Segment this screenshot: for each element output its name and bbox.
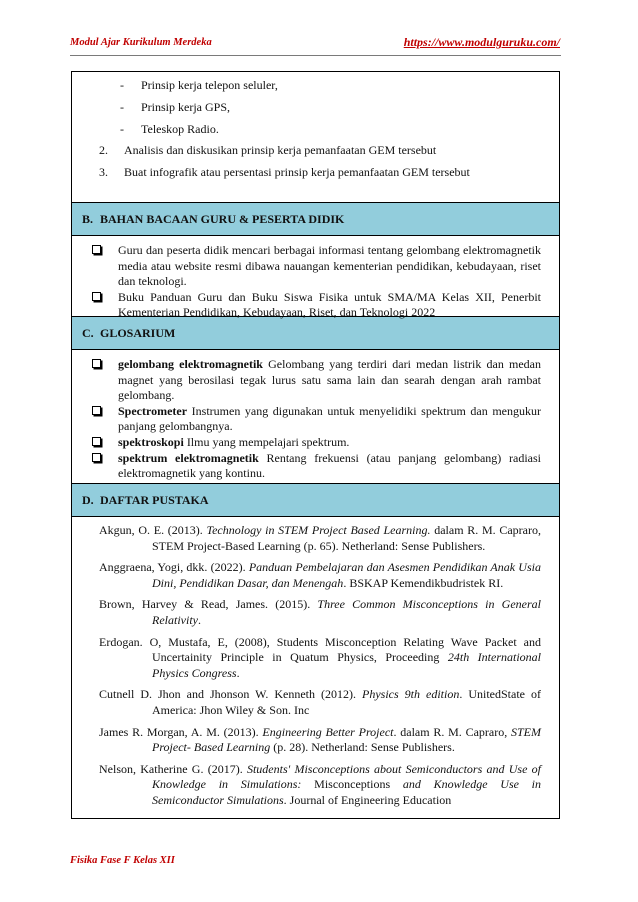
glossary-term: gelombang elektromagnetik xyxy=(118,357,263,371)
ref-part: . xyxy=(236,665,240,680)
ref-title: Physics 9th edition xyxy=(362,687,460,702)
glossary-item xyxy=(92,404,541,435)
dash-bullet: - xyxy=(120,122,124,136)
header-website-link[interactable]: https://www.modulguruku.com/ xyxy=(403,35,560,49)
reference-entry xyxy=(99,725,541,756)
checkbox-bullet-icon xyxy=(92,453,101,462)
ref-part: Anggraena, Yogi, dkk. (2022). xyxy=(99,560,249,575)
ref-part: (p. 28). Netherland: Sense Publishers. xyxy=(270,740,455,755)
bullet-text: Prinsip kerja GPS, xyxy=(141,100,231,114)
section-b-heading xyxy=(72,202,559,236)
item-text: Guru dan peserta didik mencari berbagai informasi tentang gelombang elektromagnetik media atau website resmi dibawa nauangan kementerian pendidikan, kebudayaan, riset dan teknologi. xyxy=(118,243,541,289)
bullet-text: Prinsip kerja telepon seluler, xyxy=(141,78,278,92)
glossary-term: spektroskopi xyxy=(118,434,184,449)
section-letter: C. xyxy=(82,326,94,340)
glossary-definition: Ilmu yang mempelajari spektrum. xyxy=(183,434,350,449)
section-title: BAHAN BACAAN GURU & PESERTA DIDIK xyxy=(100,212,345,226)
checkbox-bullet-icon xyxy=(92,245,101,254)
ref-part: Akgun, O. E. (2013). xyxy=(99,523,207,537)
ref-part: . Journal of Engineering Education xyxy=(283,792,452,807)
ref-part: Nelson, Katherine G. (2017). xyxy=(99,761,247,776)
reference-entry xyxy=(99,523,541,554)
glossary-definition: Instrumen yang digunakan untuk menyelidiki spektrum dan mengukur panjang gelombangnya. xyxy=(118,403,541,434)
glossary-item xyxy=(92,435,541,451)
section-title: DAFTAR PUSTAKA xyxy=(100,493,209,507)
reference-entry xyxy=(99,560,541,591)
glossary-item xyxy=(92,451,541,482)
ref-title: Panduan Pembelajaran dan Asesmen Pendidikan Anak Usia Dini, Pendidikan Dasar, dan Menengah xyxy=(152,560,541,590)
ref-part: Brown, Harvey & Read, James. (2015). xyxy=(99,597,318,612)
section-c-heading xyxy=(72,316,559,350)
section-c-body xyxy=(72,350,559,483)
reference-entry xyxy=(99,597,541,628)
reference-entry xyxy=(99,687,541,718)
dash-bullet: - xyxy=(120,78,124,92)
ref-title: Three Common Misconceptions in General Relativity xyxy=(152,597,542,627)
checkbox-bullet-icon xyxy=(92,437,101,446)
header-divider xyxy=(70,55,561,56)
header-module-title: Modul Ajar Kurikulum Merdeka xyxy=(70,37,212,48)
ref-title: Technology in STEM Project Based Learning. xyxy=(206,523,431,537)
section-title: GLOSARIUM xyxy=(100,326,176,340)
item-text: Buat infografik atau persentasi prinsip kerja pemanfaatan GEM tersebut xyxy=(124,165,470,179)
checkbox-bullet-icon xyxy=(92,292,101,301)
reference-entry xyxy=(99,762,541,809)
ref-title: 24th International Physics Congress xyxy=(152,650,542,680)
glossary-definition: Rentang frekuensi (atau panjang gelombang) radiasi elektromagnetik yang kontinu. xyxy=(118,450,541,481)
section-d-heading xyxy=(72,483,559,517)
ref-part: . xyxy=(197,612,201,627)
list-item xyxy=(92,290,541,321)
item-text: Analisis dan diskusikan prinsip kerja pemanfaatan GEM tersebut xyxy=(124,143,437,157)
ref-part: dalam R. M. Capraro, STEM Project-Based Learning (p. 65). Netherland: Sense Publishers. xyxy=(152,523,541,553)
section-d-body xyxy=(72,517,559,820)
section-b-body xyxy=(72,236,559,320)
ref-part: Misconceptions xyxy=(301,777,403,792)
content-table xyxy=(71,71,560,819)
ref-part: Cutnell D. Jhon and Jhonson W. Kenneth (2012). xyxy=(99,687,362,702)
bullet-text: Teleskop Radio. xyxy=(141,122,219,136)
checkbox-bullet-icon xyxy=(92,359,101,368)
ref-title: STEM Project- Based Learning xyxy=(152,724,541,755)
list-item xyxy=(92,243,541,290)
ref-part: . dalam R. M. Capraro, xyxy=(393,724,511,739)
glossary-term: spektrum elektromagnetik xyxy=(118,450,259,465)
section-letter: B. xyxy=(82,212,94,226)
ref-title: and Knowledge Use in Semiconductor Simulations xyxy=(152,777,541,807)
activities-section xyxy=(72,72,559,202)
footer-subject: Fisika Fase F Kelas XII xyxy=(70,855,175,866)
glossary-item xyxy=(92,357,541,404)
item-text: Buku Panduan Guru dan Buku Siswa Fisika untuk SMA/MA Kelas XII, Penerbit Kementerian Pendidikan, Kebudayaan, Riset, dan Teknologi 2022 xyxy=(118,289,541,320)
ref-part: James R. Morgan, A. M. (2013). xyxy=(99,724,263,739)
item-number: 3. xyxy=(99,165,108,179)
glossary-definition: Gelombang yang terdiri dari medan listrik dan medan magnet yang berosilasi tegak lurus satu sama lain dan searah dengan arah rambat gelombang. xyxy=(118,357,541,403)
ref-part: . UnitedState of America: Jhon Wiley & Son. Inc xyxy=(152,687,541,717)
item-number: 2. xyxy=(99,143,108,157)
dash-bullet: - xyxy=(120,100,124,114)
section-letter: D. xyxy=(82,493,94,507)
ref-part: . BSKAP Kemendikbudristek RI. xyxy=(343,575,504,590)
reference-entry xyxy=(99,635,541,682)
glossary-term: Spectrometer xyxy=(118,403,188,418)
ref-title: Students' Misconceptions about Semiconductors and Use of Knowledge in Simulations: xyxy=(152,761,541,792)
ref-title: Engineering Better Project xyxy=(262,724,394,739)
checkbox-bullet-icon xyxy=(92,406,101,415)
ref-part: Erdogan. O, Mustafa, E, (2008), Students Misconception Relating Wave Packet and Uncertainity Principle in Quatum Physics, Proceeding xyxy=(99,634,541,665)
